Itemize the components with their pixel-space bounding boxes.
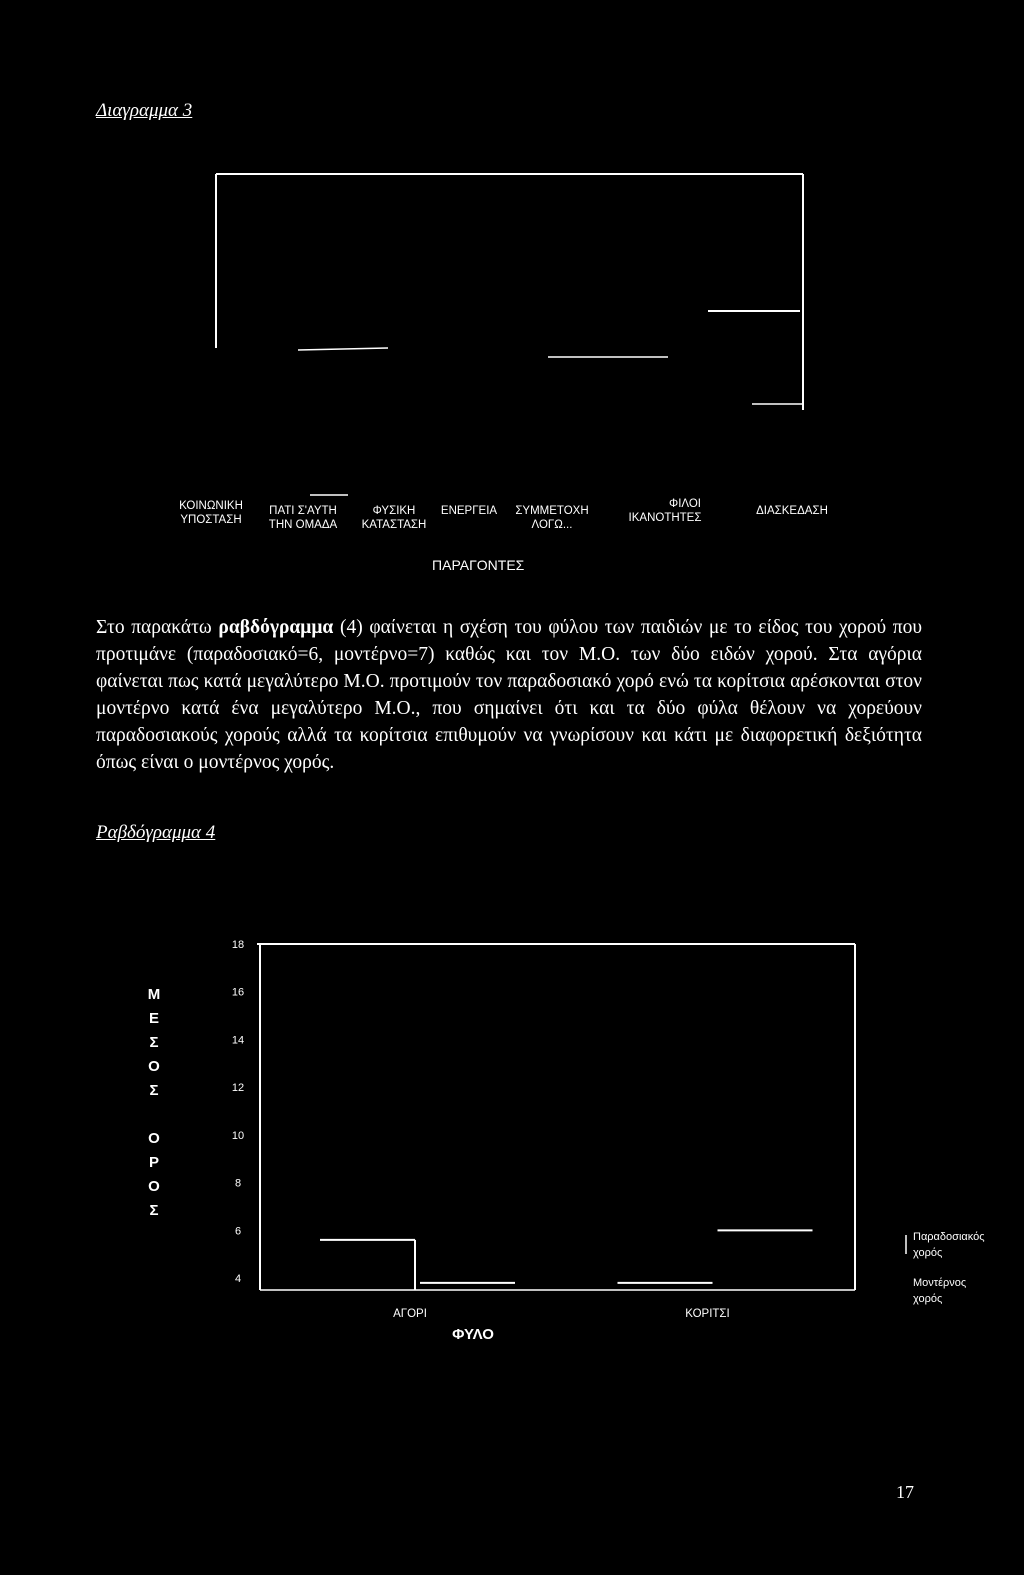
y-tick-label: 18 bbox=[231, 939, 245, 951]
y-tick-label: 6 bbox=[234, 1225, 242, 1238]
bar-remnant bbox=[298, 348, 388, 350]
legend-entry: χορός bbox=[913, 1247, 943, 1259]
y-tick-label: 16 bbox=[231, 986, 245, 999]
legend-entry: Παραδοσιακός bbox=[913, 1231, 985, 1243]
legend-entry: Μοντέρνος bbox=[913, 1277, 967, 1289]
y-tick-label: 12 bbox=[231, 1082, 245, 1095]
x-axis-title: ΦΥΛΟ bbox=[452, 1326, 494, 1343]
x-category-label: ΑΓΟΡΙ bbox=[393, 1308, 427, 1320]
y-axis-title-letter: Σ bbox=[149, 1202, 159, 1219]
y-tick-label: 8 bbox=[234, 1177, 242, 1190]
y-axis-title-letter: Ο bbox=[148, 1130, 160, 1147]
y-tick-label: 10 bbox=[231, 1129, 245, 1142]
y-axis-title-letter: Μ bbox=[147, 986, 161, 1003]
diagram3-x-title: ΠΑΡΑΓΟΝΤΕΣ bbox=[432, 557, 525, 573]
y-axis-title-letter: Ο bbox=[148, 1058, 160, 1075]
paragraph-bold-term: ραβδόγραμμα bbox=[218, 617, 334, 638]
y-axis-title-letter: Ρ bbox=[148, 1154, 160, 1171]
body-paragraph bbox=[96, 614, 922, 776]
page-number: 17 bbox=[896, 1482, 914, 1502]
chart4-heading: Ραβδόγραμμα 4 bbox=[96, 822, 216, 843]
x-category-label: ΚΟΡΙΤΣΙ bbox=[685, 1308, 730, 1320]
diagram3-frame bbox=[0, 0, 1024, 560]
diagram3-heading: Διαγραμμα 3 bbox=[96, 100, 193, 121]
category-label: ΠΑΤΙ Σ'ΑΥΤΗ ΤΗΝ ΟΜΑΔΑ bbox=[268, 505, 338, 531]
category-label: ΦΥΣΙΚΗ ΚΑΤΑΣΤΑΣΗ bbox=[361, 505, 427, 531]
category-label: ΦΙΛΟΙ ΙΚΑΝΟΤΗΤΕΣ bbox=[628, 498, 702, 524]
y-tick-label: 4 bbox=[234, 1273, 242, 1286]
legend-entry: χορός bbox=[913, 1293, 943, 1305]
paragraph-text: (4) φαίνεται η σχέση του φύλου των παιδιών με το είδος του χορού που προτιμάνε (παραδοσιακό=6, μοντέρνο=7) καθώς και τον Μ.Ο. των δύο ειδών χορού. Στα αγόρια φαίνεται πως κατά μεγαλύτερο Μ.Ο. προτιμούν τον παραδοσιακό χορό ενώ τα κορίτσια αρέσκονται στον μοντέρνο κατά ένα μεγαλύτερο Μ.Ο., που σημαίνει ότι και τα δύο φύλα θέλουν να χορεύουν παραδοσιακούς χορούς αλλά τα κορίτσια επιθυμούν να γνωρίσουν και κάτι με διαφορετική δεξιότητα όπως είναι ο μοντέρνος χορός. bbox=[96, 617, 922, 773]
y-axis-title-letter: Ε bbox=[148, 1010, 160, 1027]
category-label: ΔΙΑΣΚΕΔΑΣΗ bbox=[756, 505, 828, 517]
paragraph-text: Στο παρακάτω bbox=[96, 617, 219, 638]
y-tick-label: 14 bbox=[231, 1034, 245, 1047]
y-axis-title-letter: Σ bbox=[149, 1034, 159, 1051]
y-axis-title-letter: Ο bbox=[148, 1178, 160, 1195]
bar-chart-4 bbox=[0, 910, 1024, 1360]
category-label: ΕΝΕΡΓΕΙΑ bbox=[440, 505, 498, 517]
category-label: ΣΥΜΜΕΤΟΧΗ ΛΟΓΩ... bbox=[515, 505, 589, 531]
y-axis-title-letter: Σ bbox=[149, 1082, 159, 1099]
category-label: ΚΟΙΝΩΝΙΚΗ ΥΠΟΣΤΑΣΗ bbox=[179, 500, 243, 526]
